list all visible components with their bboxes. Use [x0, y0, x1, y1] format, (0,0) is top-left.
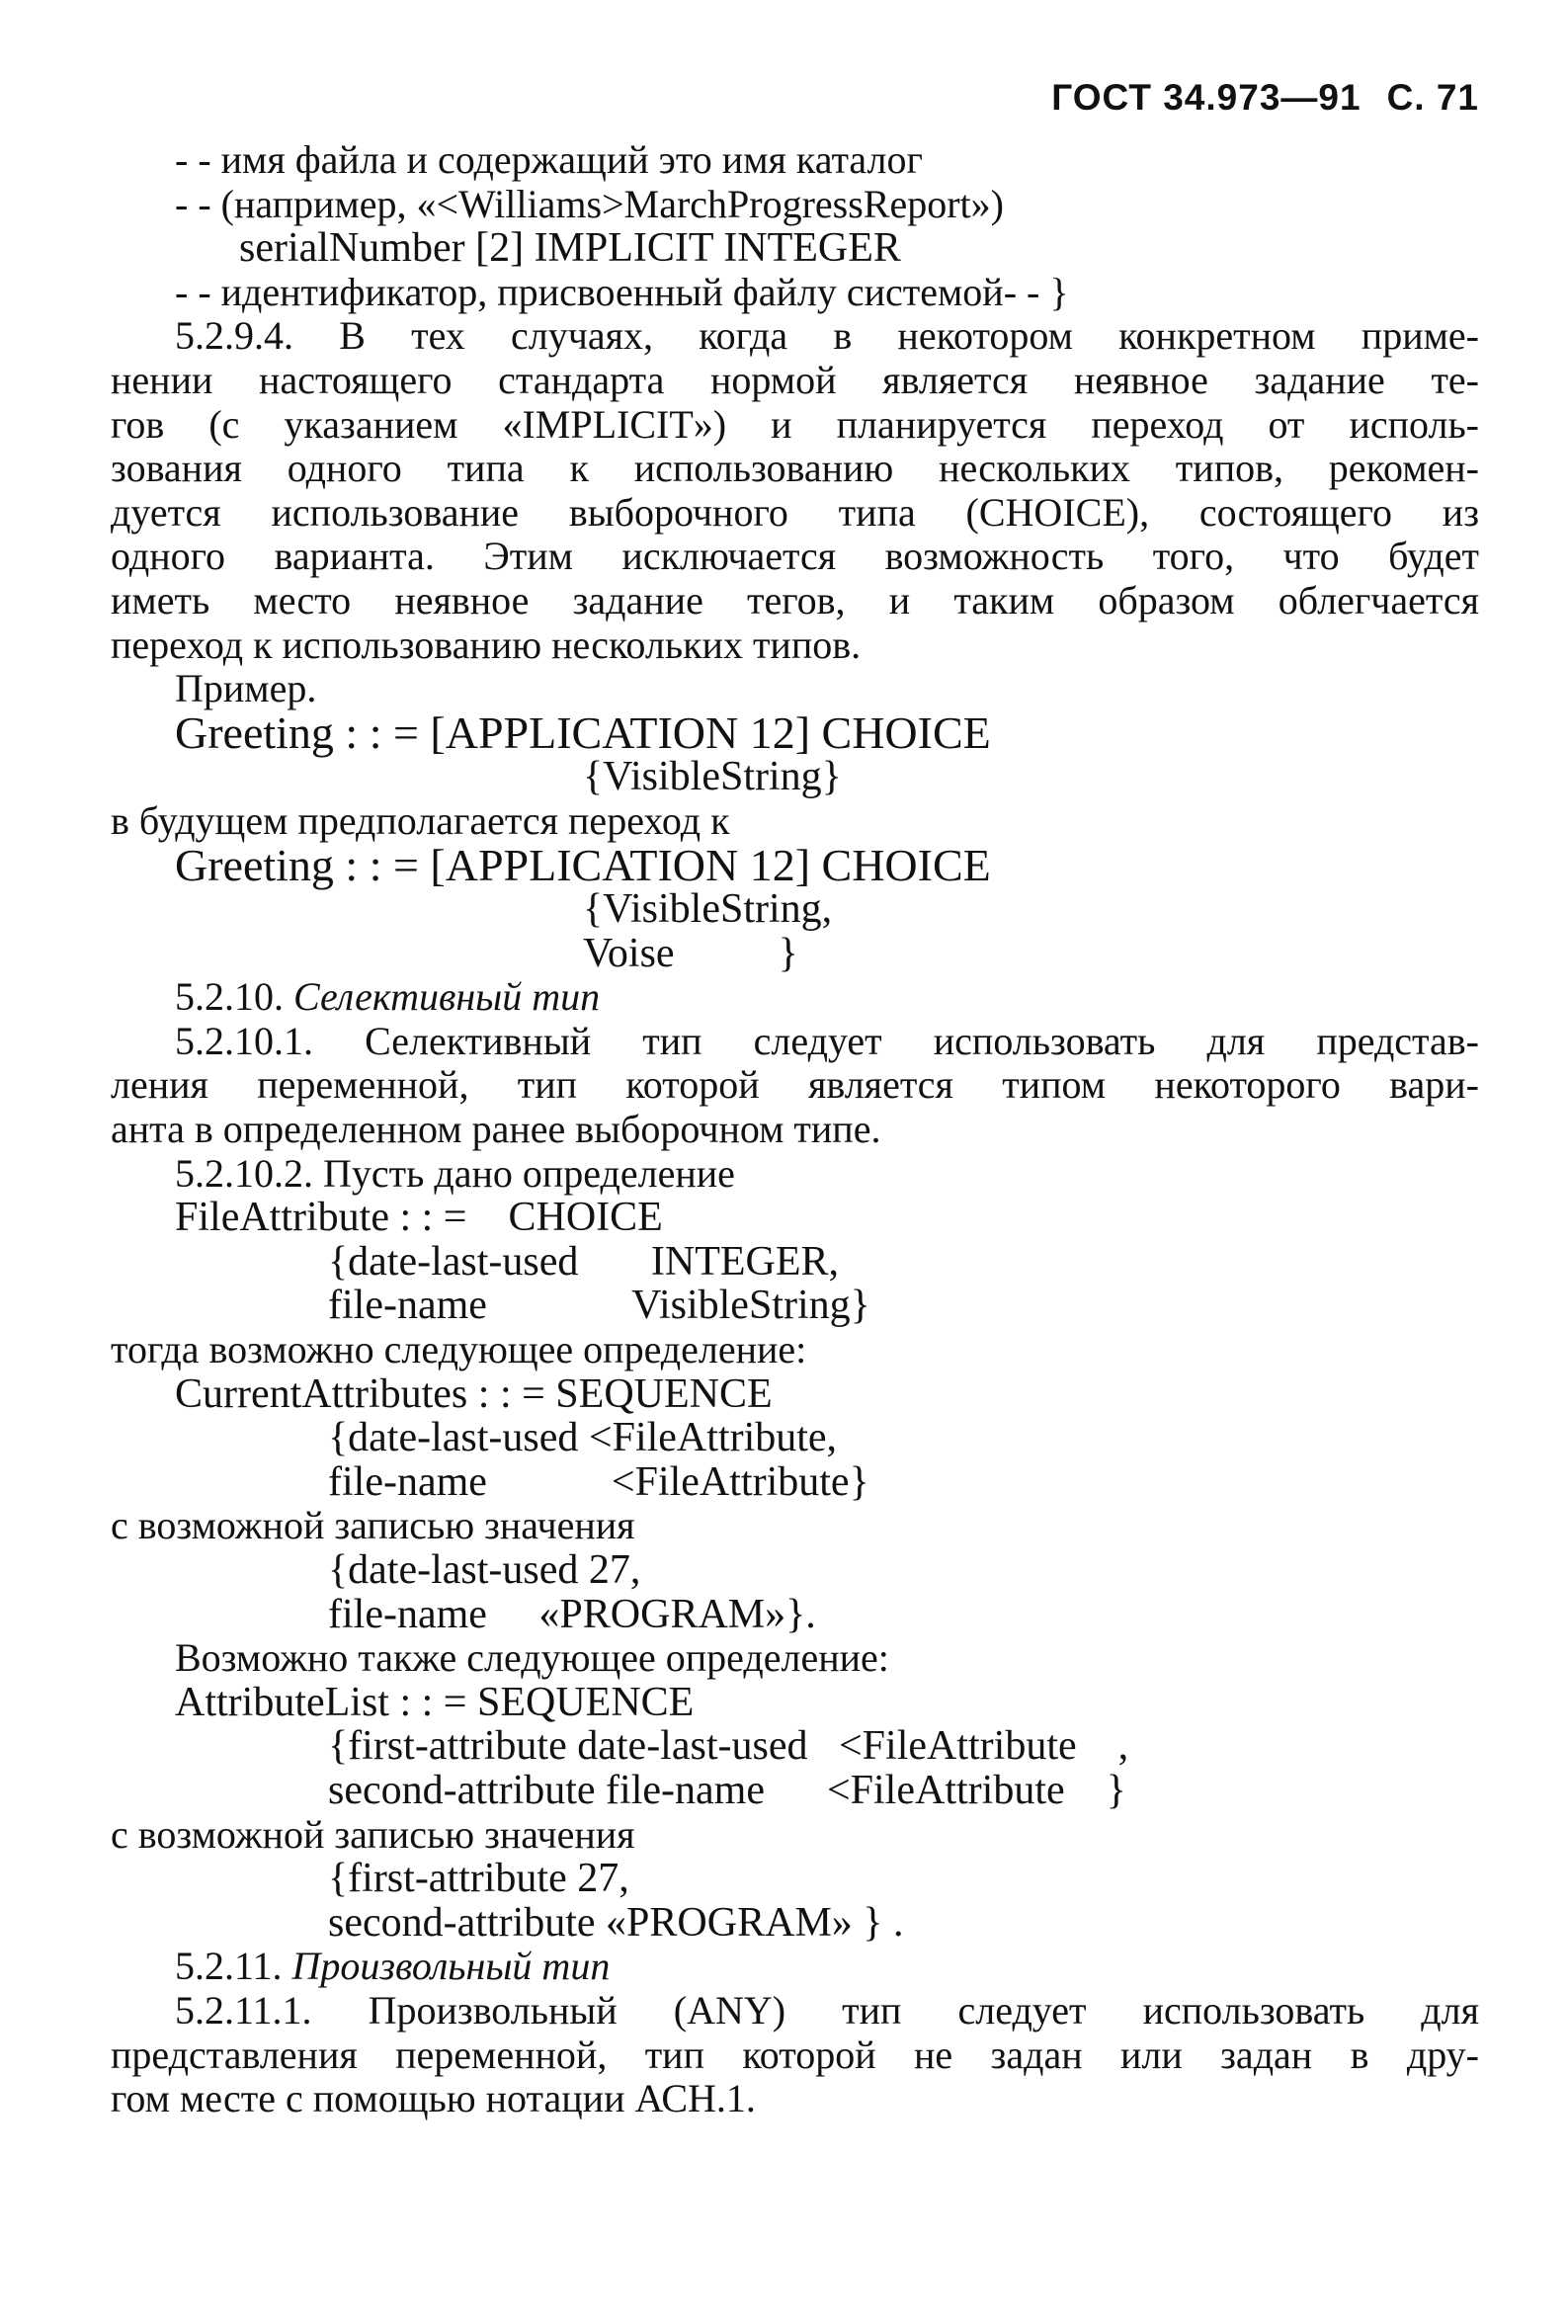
- code-line: Greeting : : = [APPLICATION 12] CHOICE: [175, 839, 991, 890]
- page-header: [1026, 77, 1479, 119]
- code-line: {date-last-used <FileAttribute,: [328, 1415, 838, 1461]
- code-line: {first-attribute 27,: [328, 1856, 629, 1902]
- text-line: Пример.: [175, 666, 317, 711]
- text-line: - - (например, «<Williams>MarchProgressReport»): [175, 181, 1004, 226]
- page-number: С. 71: [1386, 77, 1479, 118]
- paragraph-line: дуется использование выборочного типа (CHOICE), состоящего из: [111, 489, 1479, 535]
- code-line: file-name VisibleString}: [328, 1283, 870, 1329]
- paragraph-line: иметь место неявное задание тегов, и таким образом облегчается: [111, 577, 1479, 622]
- code-line: second-attribute «PROGRAM» } .: [328, 1899, 904, 1946]
- code-line: file-name «PROGRAM»}.: [328, 1591, 816, 1637]
- code-line: {VisibleString}: [583, 754, 842, 800]
- code-line: FileAttribute : : = CHOICE: [175, 1195, 663, 1241]
- code-line: {date-last-used INTEGER,: [328, 1238, 840, 1285]
- section-heading: [111, 975, 1479, 1020]
- text-line: с возможной записью значения: [111, 1503, 635, 1548]
- document-body: [111, 138, 1479, 2121]
- paragraph-line: 5.2.9.4. В тех случаях, когда в некотором конкретном приме-: [175, 313, 1479, 359]
- code-line: {VisibleString,: [583, 886, 833, 933]
- paragraph-line: переход к использованию нескольких типов.: [111, 622, 862, 667]
- gost-number: ГОСТ 34.973—91: [1051, 77, 1362, 118]
- paragraph-line: 5.2.10.1. Селективный тип следует использовать для представ-: [175, 1018, 1479, 1063]
- text-line: тогда возможно следующее определение:: [111, 1327, 807, 1372]
- code-line: Greeting : : = [APPLICATION 12] CHOICE: [175, 706, 991, 758]
- paragraph-line: гов (с указанием «IMPLICIT») и планируется переход от исполь-: [111, 401, 1479, 447]
- section-heading: [111, 1945, 1479, 1989]
- text-line: с возможной записью значения: [111, 1811, 635, 1857]
- section-number: 5.2.10.: [175, 974, 293, 1020]
- text-line: - - идентификатор, присвоенный файлу системой- - }: [175, 269, 1069, 314]
- paragraph-line: гом месте с помощью нотации АСН.1.: [111, 2076, 756, 2121]
- paragraph-line: представления переменной, тип которой не задан или задан в дру-: [111, 2032, 1479, 2077]
- code-line: AttributeList : : = SEQUENCE: [175, 1679, 695, 1725]
- text-line: - - имя файла и содержащий это имя каталог: [175, 137, 923, 182]
- text-line: 5.2.10.2. Пусть дано определение: [175, 1150, 735, 1196]
- code-line: serialNumber [2] IMPLICIT INTEGER: [239, 225, 901, 272]
- section-title: Селективный тип: [293, 974, 601, 1020]
- text-line: в будущем предполагается переход к: [111, 797, 730, 843]
- code-line: Voise }: [583, 930, 798, 976]
- paragraph-line: анта в определенном ранее выборочном типе.: [111, 1107, 881, 1152]
- code-line: {date-last-used 27,: [328, 1547, 641, 1593]
- text-line: Возможно также следующее определение:: [175, 1635, 889, 1681]
- code-line: CurrentAttributes : : = SEQUENCE: [175, 1370, 773, 1417]
- code-line: {first-attribute date-last-used <FileAttribute ,: [328, 1723, 1129, 1770]
- section-number: 5.2.11.: [175, 1944, 292, 1989]
- paragraph-line: одного варианта. Этим исключается возможность того, что будет: [111, 534, 1479, 579]
- paragraph-line: зования одного типа к использованию нескольких типов, рекомен-: [111, 446, 1479, 491]
- paragraph-line: 5.2.11.1. Произвольный (ANY) тип следует использовать для: [175, 1987, 1479, 2033]
- code-line: file-name <FileAttribute}: [328, 1458, 869, 1505]
- paragraph-line: ления переменной, тип которой является типом некоторого вари-: [111, 1062, 1479, 1108]
- code-line: second-attribute file-name <FileAttribute }: [328, 1767, 1126, 1813]
- paragraph-line: нении настоящего стандарта нормой является неявное задание те-: [111, 357, 1479, 402]
- section-title: Произвольный тип: [291, 1944, 611, 1989]
